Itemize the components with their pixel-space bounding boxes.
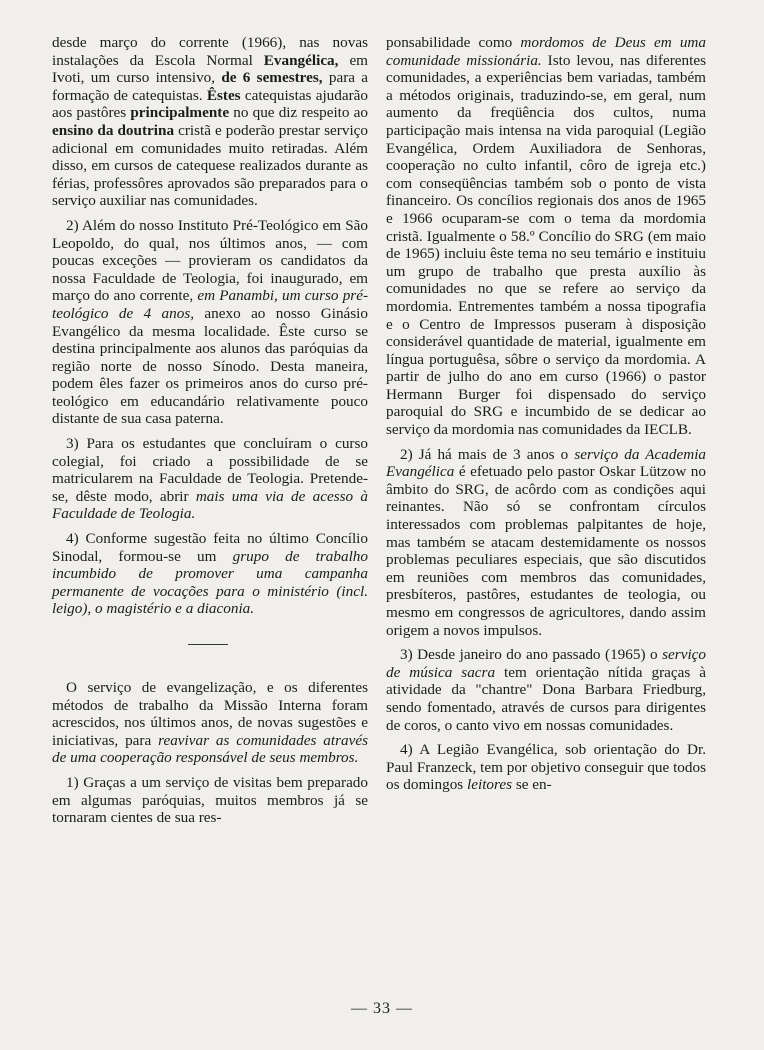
page-number: — 33 —: [351, 1000, 413, 1017]
paragraph-visitas: 1) Graças a um serviço de visitas bem preparado em algumas paróquias, muitos membros já se tornaram cientes de sua res-: [52, 773, 368, 827]
paragraph-faculdade: 3) Para os estudantes que concluíram o curso colegial, foi criado a possibilidade de se matricularem na Faculdade de Teologia. Pretende-se, dêste modo, abrir mais uma via de acesso à Faculdade de Teologia.: [52, 435, 368, 523]
paragraph-musica-sacra: 3) Desde janeiro do ano passado (1965) o serviço de música sacra tem orientação nítida graças à atividade da "chantre" Dona Barbara Friedburg, sendo fomentado, através de cursos para dirigentes de coros, o canto vivo em nossas comunidades.: [386, 646, 706, 734]
paragraph-evangelizacao: O serviço de evangelização, e os diferentes métodos de trabalho da Missão Interna foram acrescidos, nos últimos anos, de novas sugestões e iniciativas, para reavivar as comunidades através de uma cooperação responsável de seus membros.: [52, 679, 368, 767]
left-column: [52, 34, 368, 834]
paragraph-academia: 2) Já há mais de 3 anos o serviço da Academia Evangélica é efetuado pelo pastor Oskar Lützow no âmbito do SRG, de acôrdo com as condições aqui reinantes. Não só se confrontam círculos interessados com problemas palpitantes de hoje, mas também se atacam destemidamente os nossos problemas peculiares especiais, que são discutidos em reuniões com membros das comunidades, presbíteros, pastôres, estudantes de teologia, ou mesmo em congressos de agricultores, dando assim origem a novos impulsos.: [386, 445, 707, 639]
paragraph-legiao: 4) A Legião Evangélica, sob orientação do Dr. Paul Franzeck, tem por objetivo conseguir que todos os domingos leitores se en-: [386, 741, 706, 794]
paragraph-catequistas: desde março do corrente (1966), nas novas instalações da Escola Normal Evangélica, em Ivoti, um curso intensivo, de 6 semestres, para a formação de catequistas. Êstes catequistas ajudarão aos pastôres principalmente no que diz respeito ao ensino da doutrina cristã e poderão prestar serviço adicional em comunidades muito retiradas. Além disso, em cursos de catequese realizados durante as férias, professôres aprovados são preparados para o serviço auxiliar nas comunidades.: [52, 34, 368, 210]
paragraph-vocacoes: 4) Conforme sugestão feita no último Concílio Sinodal, formou-se um grupo de trabalho incumbido de promover uma campanha permanente de vocações para o ministério (incl. leigo), o magistério e a diaconia.: [52, 530, 368, 618]
right-column: [386, 34, 706, 801]
section-divider: [188, 644, 228, 645]
paragraph-mordomia: ponsabilidade como mordomos de Deus em uma comunidade missionária. Isto levou, nas diferentes comunidades, a experiências bem variadas, também a métodos originais, traduzindo-se, em geral, num aumento da freqüência dos cultos, numa participação mais intensa na vida paroquial (Legião Evangélica, Ordem Auxiliadora de Senhoras, cooperação no culto infantil, côro de igreja etc.) com conseqüências também sob o ponto de vista financeiro. Os concílios regionais dos anos de 1965 e 1966 ocuparam-se com o tema da mordomia cristã. Igualmente o 58.º Concílio do SRG (em maio de 1965) incluiu êste tema no seu temário e instituiu um grupo de trabalho que presta auxílio às comunidades no que se refere ao serviço da mordomia. Entrementes também a nossa tipografia e o Centro de Impressos puseram à disposição considerável quantidade de material, igualmente em língua portuguêsa, sôbre o serviço da mordomia. A partir de julho do ano em curso (1966) o pastor Hermann Burger foi dispensado do serviço paroquial do SRG e incumbido de se dedicar ao serviço da mordomia nas comunidades da IECLB.: [386, 34, 706, 439]
paragraph-pre-teologico: 2) Além do nosso Instituto Pré-Teológico em São Leopoldo, do qual, nos últimos anos, — com poucas exceções — provieram os candidatos da nossa Faculdade de Teologia, foi inaugurado, em março do ano corrente, em Panambi, um curso pré-teológico de 4 anos, anexo ao nosso Ginásio Evangélico da mesma localidade. Êste curso se destina principalmente aos alunos das paróquias da região norte de nosso Sínodo. Desta maneira, podem êles fazer os primeiros anos do curso pré-teológico em educandário relativamente pouco distante de sua casa paterna.: [52, 216, 368, 428]
